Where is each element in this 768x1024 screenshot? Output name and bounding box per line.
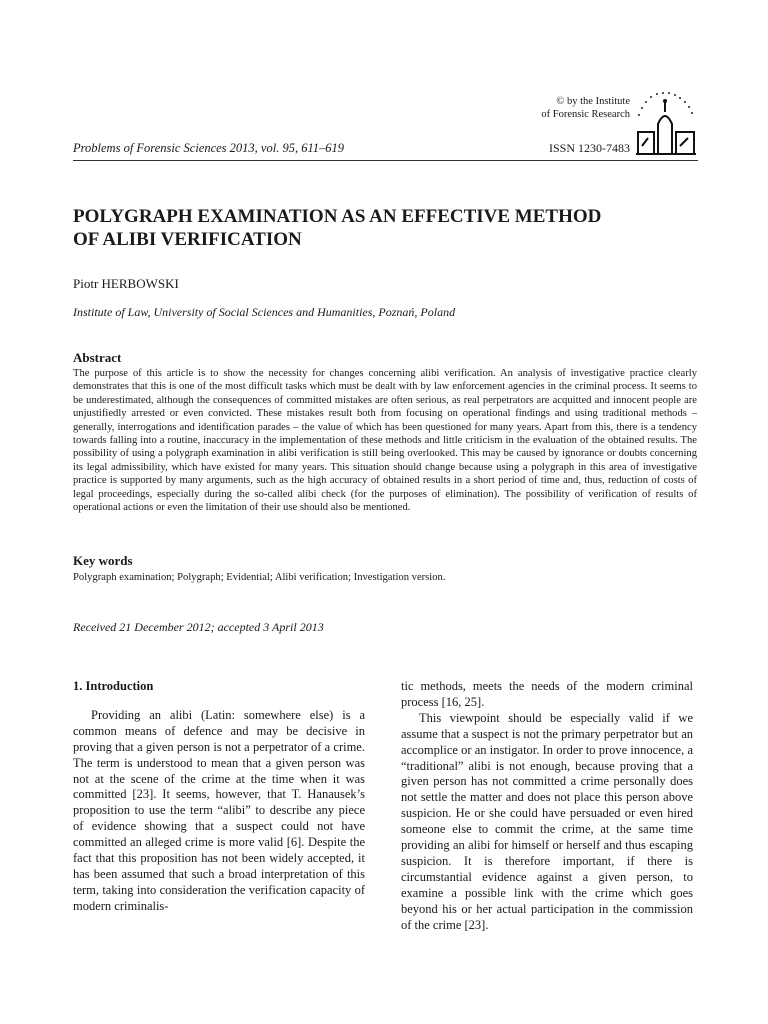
article-title xyxy=(73,205,693,251)
author-affiliation: Institute of Law, University of Social Sciences and Humanities, Poznań, Poland xyxy=(73,305,456,319)
abstract-text: The purpose of this article is to show the necessity for changes concerning alibi verification. An analysis of investigative practice clearly demonstrates that this is one of the most difficult tasks which must be dealt with by law enforcement agencies in the criminal process. It seems to be underestimated, although the consequences of committed mistakes are often serious, as real perpetrators are acquitted and innocent people are unjustifiedly arrested or even convicted. These mistakes result both from focusing on operational findings and using traditional methods – generally, interrogations and identification parades – the value of which has been questioned for many years. Apart from this, there is a tendency towards falling into a routine, inaccuracy in the implementation of these methods and little criticism in the evaluation of the obtained results. The possibility of using a polygraph examination in alibi verification is still being overlooked. This may be caused by ignorance or doubts concerning its legal admissibility, which have existed for many years. This situation should change because using a polygraph in this area of investigative practice is supported by many arguments, such as the high accuracy of obtained results in a short period of time and, thus, reduction of costs of legal proceedings, especially during the so-called alibi check (for the purposes of elimination). The possibility of verification of results of operational actions or even the limitation of their use should also be mentioned. xyxy=(73,368,697,514)
institute-logo-icon xyxy=(632,88,698,156)
keywords-heading: Key words xyxy=(73,553,133,568)
copyright-line-2: of Forensic Research xyxy=(541,109,630,120)
body-column-right xyxy=(401,679,693,934)
header-rule xyxy=(73,160,698,161)
title-line-1: POLYGRAPH EXAMINATION AS AN EFFECTIVE METHOD xyxy=(73,206,602,227)
body-paragraph: Providing an alibi (Latin: somewhere else) is a common means of defence and may be decisive in proving that a given person is not a perpetrator of a crime. The term is understood to mean that a given person was not at the scene of the crime at the time when it was committed [23]. It seems, however, that T. Hanausek’s proposition to use the term “alibi” to describe any piece of evidence showing that a suspect could not have committed an alleged crime is more valid [6]. Despite the fact that this proposition has not been widely accepted, it has been assumed that such a broad interpretation of this term, taking into consideration the verification capacity of modern criminalis- xyxy=(73,707,365,913)
copyright-notice xyxy=(541,95,630,121)
body-column-left xyxy=(73,679,365,915)
body-paragraph-continued: tic methods, meets the needs of the modern criminal process [16, 25]. xyxy=(401,679,693,709)
title-line-2: OF ALIBI VERIFICATION xyxy=(73,229,302,250)
issn: ISSN 1230-7483 xyxy=(548,141,630,155)
author-name: Piotr HERBOWSKI xyxy=(73,276,179,291)
keywords-text: Polygraph examination; Polygraph; Evidential; Alibi verification; Investigation version. xyxy=(73,572,446,583)
copyright-line-1: © by the Institute xyxy=(556,96,630,107)
journal-citation: Problems of Forensic Sciences 2013, vol. 95, 611–619 xyxy=(73,141,345,155)
section-heading: 1. Introduction xyxy=(73,679,154,693)
received-dates: Received 21 December 2012; accepted 3 April 2013 xyxy=(73,620,324,634)
abstract-heading: Abstract xyxy=(73,350,122,365)
body-paragraph: This viewpoint should be especially valid if we assume that a suspect is not the primary perpetrator but an accomplice or an instigator. In order to prove innocence, a “traditional” alibi is not enough, because proving that a given person has not committed a crime personally does not settle the matter and does not place this person above suspicion. He or she could have persuaded or even hired someone else to commit the crime, at the same time providing an alibi for himself or herself and thus escaping suspicion. It is therefore important, if there is circumstantial evidence against a given person, to examine a possible link with the crime which goes beyond his or her actual participation in the commission of the crime [23]. xyxy=(401,710,693,932)
